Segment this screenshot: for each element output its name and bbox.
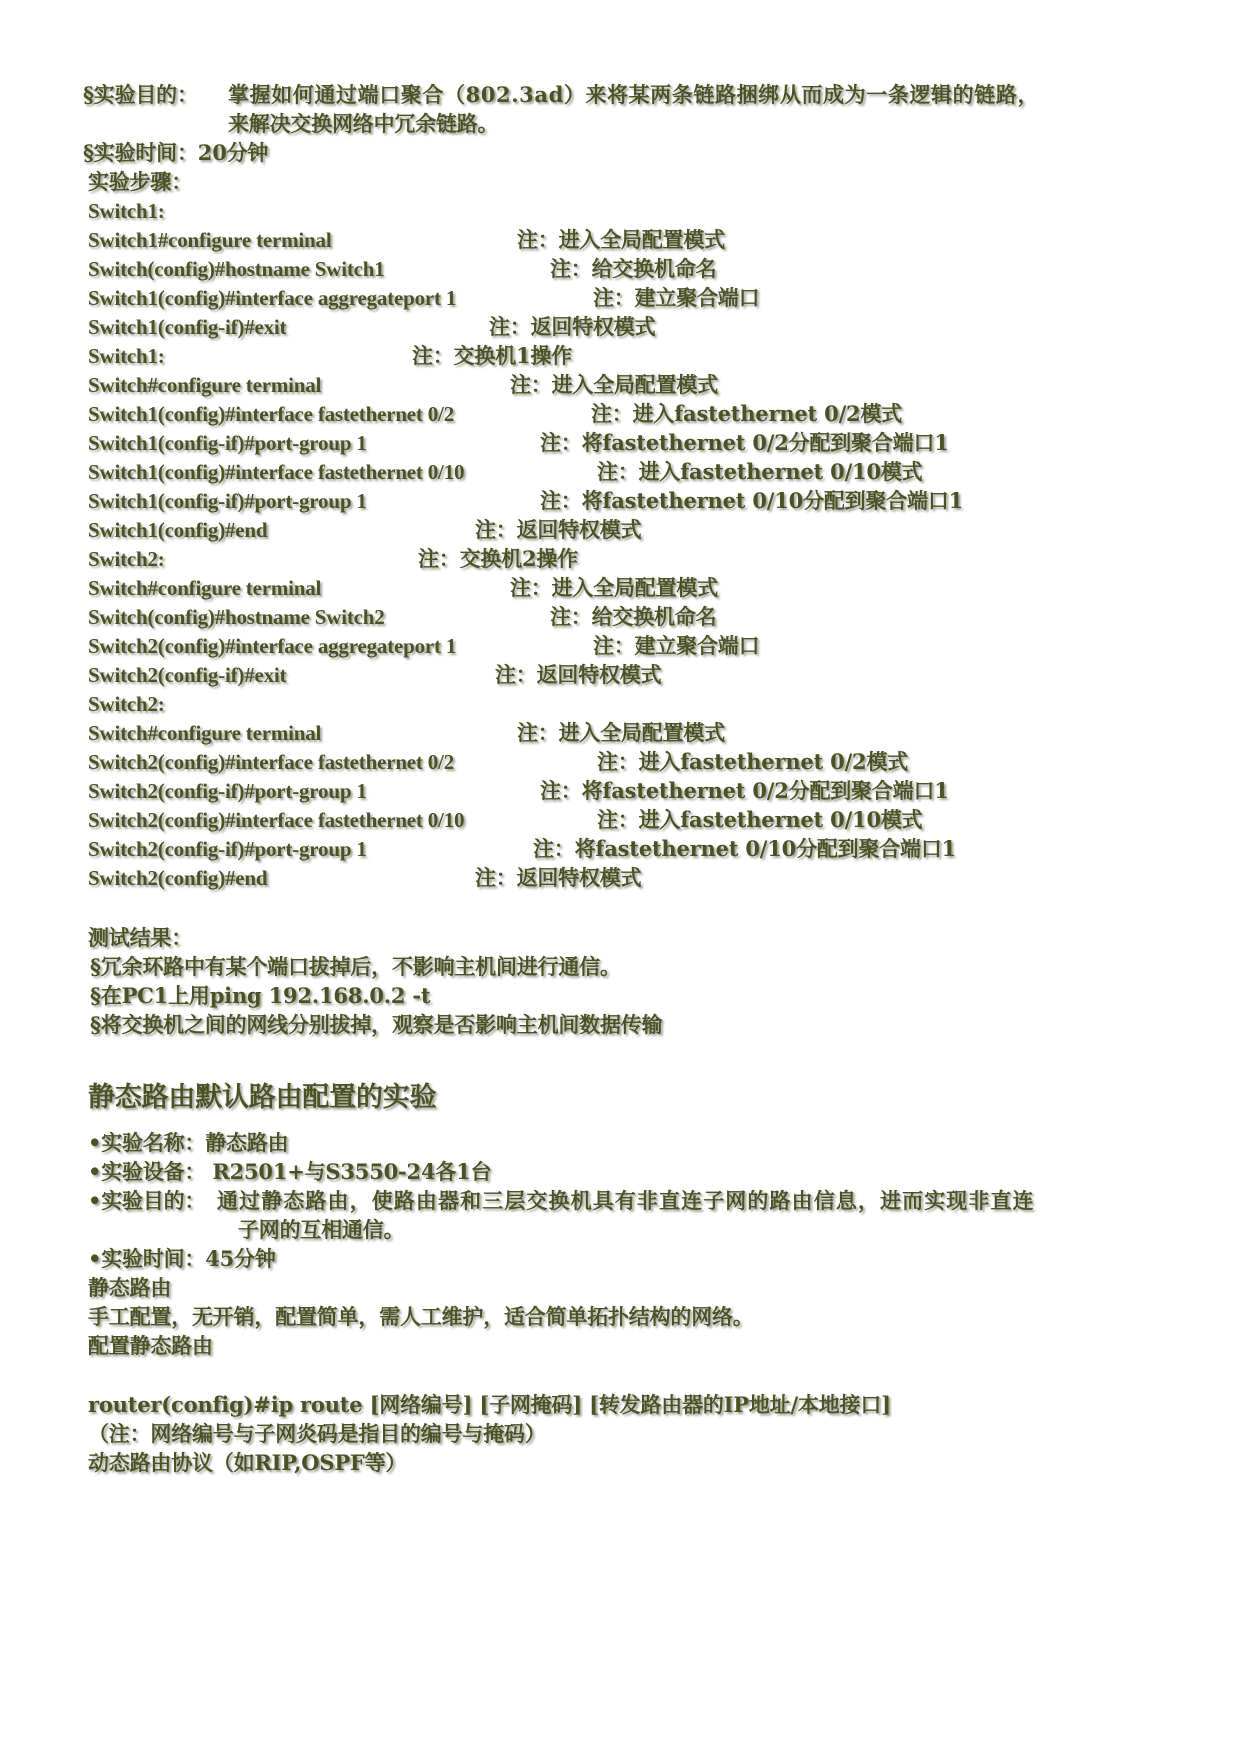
exp-name: •实验名称：静态路由	[88, 1130, 289, 1155]
section-heading: 静态路由默认路由配置的实验	[88, 1082, 437, 1113]
result-item: §冗余环路中有某个端口拔掉后，不影响主机间进行通信。	[90, 954, 621, 979]
result-item: §将交换机之间的网线分别拔掉，观察是否影响主机间数据传输	[90, 1012, 663, 1037]
step-cmd: Switch1(config-if)#port-group 1	[88, 431, 367, 455]
step-cmd: Switch2:	[88, 547, 165, 571]
step-note: 注：将fastethernet 0/2分配到聚合端口1	[540, 430, 949, 455]
step-note: 注：将fastethernet 0/10分配到聚合端口1	[533, 836, 957, 861]
step-cmd: Switch2(config-if)#port-group 1	[88, 779, 367, 803]
purpose-text-cont: 来解决交换网络中冗余链路。	[228, 111, 499, 136]
step-note: 注：进入全局配置模式	[517, 227, 725, 252]
step-cmd: Switch2(config)#interface fastethernet 0/2	[88, 750, 454, 774]
step-note: 注：交换机1操作	[412, 343, 573, 368]
step-note: 注：进入全局配置模式	[510, 575, 718, 600]
time-label: §实验时间：20分钟	[83, 140, 269, 165]
step-cmd: Switch(config)#hostname Switch1	[88, 257, 385, 281]
step-cmd: Switch1(config)#end	[88, 518, 268, 542]
step-cmd: Switch(config)#hostname Switch2	[88, 605, 385, 629]
step-cmd: Switch#configure terminal	[88, 373, 322, 397]
step-cmd: Switch#configure terminal	[88, 721, 322, 745]
step-note: 注：交换机2操作	[418, 546, 579, 571]
dynamic-routing: 动态路由协议（如RIP,OSPF等）	[88, 1450, 407, 1475]
step-note: 注：进入fastethernet 0/10模式	[597, 459, 923, 484]
step-cmd: Switch2:	[88, 692, 165, 716]
step-note: 注：进入fastethernet 0/2模式	[597, 749, 909, 774]
static-label: 静态路由	[88, 1275, 172, 1300]
step-cmd: Switch1(config-if)#exit	[88, 315, 287, 339]
exp-time: •实验时间：45分钟	[88, 1246, 276, 1271]
step-cmd: Switch1(config)#interface aggregateport 1	[88, 286, 457, 310]
step-note: 注：进入全局配置模式	[517, 720, 725, 745]
step-note: 注：返回特权模式	[475, 517, 642, 542]
exp-purpose-text: 通过静态路由，使路由器和三层交换机具有非直连子网的路由信息，进而实现非直连	[217, 1188, 1035, 1213]
step-cmd: Switch1:	[88, 199, 165, 223]
step-cmd: Switch2(config)#interface aggregateport 1	[88, 634, 457, 658]
exp-purpose-text-cont: 子网的互相通信。	[238, 1217, 405, 1242]
step-cmd: Switch1:	[88, 344, 165, 368]
step-note: 注：将fastethernet 0/2分配到聚合端口1	[540, 778, 949, 803]
results-label: 测试结果：	[88, 925, 192, 950]
step-cmd: Switch1#configure terminal	[88, 228, 332, 252]
step-cmd: Switch#configure terminal	[88, 576, 322, 600]
result-item: §在PC1上用ping 192.168.0.2 -t	[90, 983, 431, 1008]
step-note: 注：将fastethernet 0/10分配到聚合端口1	[540, 488, 964, 513]
step-cmd: Switch1(config-if)#port-group 1	[88, 489, 367, 513]
step-note: 注：给交换机命名	[550, 604, 717, 629]
purpose-text: 掌握如何通过端口聚合（802.3ad）来将某两条链路捆绑从而成为一条逻辑的链路，	[228, 82, 1040, 107]
steps-label: 实验步骤：	[88, 169, 192, 194]
route-command: router(config)#ip route [网络编号] [子网掩码] [转发路由器的IP地址/本地接口]	[88, 1392, 891, 1417]
step-cmd: Switch1(config)#interface fastethernet 0/10	[88, 460, 465, 484]
route-note: （注：网络编号与子网炎码是指目的编号与掩码）	[88, 1421, 546, 1446]
step-cmd: Switch2(config)#interface fastethernet 0/10	[88, 808, 465, 832]
step-note: 注：返回特权模式	[475, 865, 642, 890]
static-desc: 手工配置，无开销，配置简单，需人工维护，适合简单拓扑结构的网络。	[88, 1304, 754, 1329]
step-note: 注：建立聚合端口	[593, 285, 760, 310]
step-cmd: Switch1(config)#interface fastethernet 0/2	[88, 402, 454, 426]
config-label: 配置静态路由	[88, 1333, 213, 1358]
exp-purpose-label: •实验目的：	[88, 1188, 206, 1213]
step-note: 注：进入fastethernet 0/10模式	[597, 807, 923, 832]
step-note: 注：返回特权模式	[489, 314, 656, 339]
purpose-label: §实验目的：	[83, 82, 198, 107]
exp-equipment: •实验设备： R2501+与S3550-24各1台	[88, 1159, 492, 1184]
step-note: 注：给交换机命名	[550, 256, 717, 281]
step-note: 注：返回特权模式	[495, 662, 662, 687]
step-cmd: Switch2(config-if)#port-group 1	[88, 837, 367, 861]
step-note: 注：进入fastethernet 0/2模式	[591, 401, 903, 426]
step-cmd: Switch2(config-if)#exit	[88, 663, 287, 687]
step-cmd: Switch2(config)#end	[88, 866, 268, 890]
step-note: 注：建立聚合端口	[593, 633, 760, 658]
step-note: 注：进入全局配置模式	[510, 372, 718, 397]
